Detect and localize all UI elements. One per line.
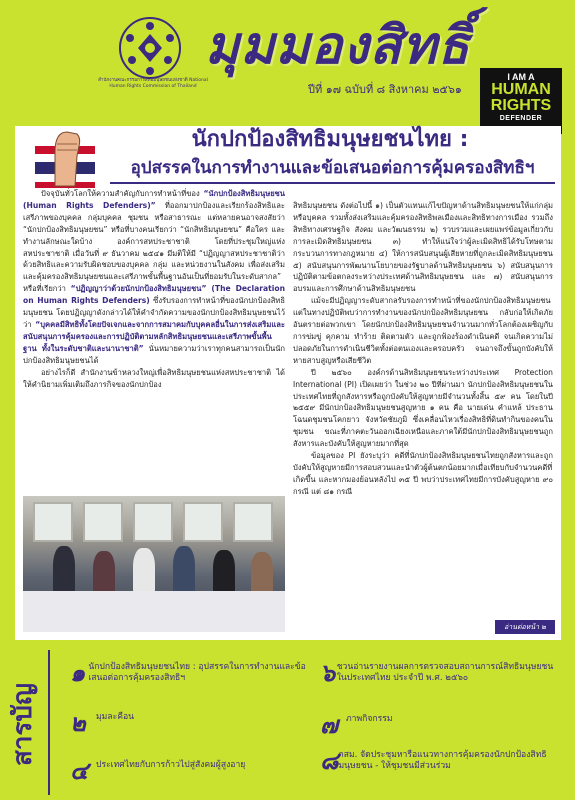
toc-page-number: ๗ xyxy=(320,710,339,739)
contents-title: สารบัญ xyxy=(8,682,38,766)
meeting-photo xyxy=(23,496,285,632)
right-paragraph: ปี ๒๕๖๐ องค์กรด้านสิทธิมนุษยชนระหว่างประเทศ Protection International (PI) เปิดเผยว่า ในช่วง ๒๐ ปีที่ผ่านมา นักปกป้องสิทธิมนุษยชนในประเทศไทยที่ถูกสังหารหรือถูกบังคับให้สูญหายมีจำนวนทั้งสิ้น ๕๙ คน โดยในปี ๒๕๕๙ มีนักปกป้องสิทธิมนุษยชนสูญหาย ๑ คน คือ นายเด่น คำแหล้ ประธานโฉนดชุมชนโคกยาว จังหวัดชัยภูมิ ซึ่งเคลื่อนไหวเรื่องสิทธิที่ดินทำกินของคนในชุมชน ขณะที่ภาคตะวันออกเฉียงเหนือและภาคใต้มีนักปกป้องสิทธิมนุษยชนถูกสังหารและบังคับให้สูญหายมากที่สุด xyxy=(293,367,553,449)
toc-page-number: ๒ xyxy=(70,708,86,737)
org-name: สำนักงานคณะกรรมการสิทธิมนุษยชนแห่งชาติ National Human Rights Commission of Thailand xyxy=(98,78,208,89)
left-paragraph xyxy=(23,367,285,391)
badge-line3: DEFENDER xyxy=(499,115,543,122)
nhrc-logo-icon xyxy=(118,16,182,80)
highlight-text: “บุคคลมีสิทธิทั้งโดยปัจเจกและจากการสมาคมกับบุคคลอื่นในการส่งเสริมและสนับสนุนการคุ้มครองและการปฏิบัติตามหลักสิทธิมนุษยชนและเสรีภาพขั้นพื้นฐาน ทั้งในระดับชาติและนานาชาติ” xyxy=(23,319,285,353)
read-more-link[interactable]: อ่านต่อหน้า ๒ xyxy=(495,620,555,634)
photo-person xyxy=(213,550,235,594)
headline-sub: อุปสรรคในการทำงานและข้อเสนอต่อการคุ้มครองสิทธิฯ xyxy=(130,158,535,178)
contents-sidebar xyxy=(0,648,45,800)
photo-table xyxy=(23,591,285,632)
magazine-title: มุมมองสิทธิ์ xyxy=(205,15,471,76)
text-run: ซึ่งรับรองการทำหน้าที่ของนักปกป้องสิทธิมนุษยชน โดยปฏิญญาดังกล่าวได้ให้คำจำกัดความของนักปกป้องสิทธิมนุษยชนไว้ว่า xyxy=(23,296,285,329)
toc-label: ภาพกิจกรรม xyxy=(346,714,393,724)
photo-window xyxy=(83,502,123,542)
toc-page-number: ๑ xyxy=(70,658,86,687)
raised-fist-thai-flag-icon xyxy=(35,126,95,188)
toc-label: กสม. จัดประชุมหารือแนวทางการคุ้มครองนักปกป้องสิทธิมนุษยชน - ให้ชุมชนมีส่วนร่วม xyxy=(338,750,547,771)
right-paragraph: สิทธิมนุษยชน ดังต่อไปนี้ ๑) เป็นตัวแทนแก้ไขปัญหาด้านสิทธิมนุษยชนให้แก่กลุ่มหรือบุคคล รวมทั้งส่งเสริมและคุ้มครองสิทธิพลเมืองและสิทธิทางการเมือง รวมถึงสิทธิทางเศรษฐกิจ สังคม และวัฒนธรรม ๒) รวบรวมและเผยแพร่ข้อมูลเกี่ยวกับการละเมิดสิทธิมนุษยชน ๓) ทำให้แน่ใจว่าผู้ละเมิดสิทธิได้รับโทษตามกระบวนการทางกฎหมาย ๔) ให้การสนับสนุนผู้เสียหายที่ถูกละเมิดสิทธิมนุษยชน ๕) สนับสนุนการพัฒนานโยบายของรัฐบาลด้านสิทธิมนุษยชน ๖) สนับสนุนการปฏิบัติตามข้อตกลงระหว่างประเทศด้านสิทธิมนุษยชน และ ๗) สนับสนุนการอบรมและการศึกษาด้านสิทธิมนุษยชน xyxy=(293,201,553,294)
toc-page-number: ๖ xyxy=(320,658,336,687)
toc-page-number: ๔ xyxy=(70,756,89,785)
article-left-column xyxy=(23,188,285,478)
right-paragraph: แม้จะมีปฏิญญาระดับสากลรับรองการทำหน้าที่ของนักปกป้องสิทธิมนุษยชน แต่ในทางปฏิบัติพบว่าการทำงานของนักปกป้องสิทธิมนุษยชน กลับก่อให้เกิดภัยอันตรายต่อพวกเขา โดยนักปกป้องสิทธิมนุษยชนจำนวนมากทั่วโลกต้องเผชิญกับการข่มขู่ คุกคาม ทำร้าย ติดตามตัว และถูกฟ้องร้องดำเนินคดี จนเกิดความไม่ปลอดภัยในการดำเนินชีวิตทั้งต่อตนเองและครอบครัว จนอาจถึงขั้นถูกบังคับให้หายสาบสูญหรือเสียชีวิต xyxy=(293,296,553,365)
toc-item[interactable] xyxy=(320,748,560,774)
toc-item[interactable] xyxy=(70,660,310,686)
toc-item[interactable] xyxy=(320,712,560,738)
photo-window xyxy=(233,502,273,542)
header xyxy=(0,0,575,130)
photo-person xyxy=(133,548,155,594)
badge-line1: I AM A xyxy=(507,72,535,82)
photo-person xyxy=(173,546,195,594)
photo-person xyxy=(53,546,75,594)
photo-window xyxy=(133,502,173,542)
toc-page-number: ๘ xyxy=(320,746,339,775)
text-run: ที่ออกมาปกป้องและเรียกร้องสิทธิและเสรีภาพของบุคคล กลุ่มบุคคล ชุมชน หรือสาธารณะ แต่หลายคนอาจสงสัยว่า “นักปกป้องสิทธิมนุษยชน” หรือที่บางคนเรียกว่า “นักสิทธิมนุษยชน” คือใคร และทำงานลักษณะใดบ้าง องค์การสหประชาชาติ โดยที่ประชุมใหญ่แห่งสหประชาชาติ เมื่อวันที่ ๙ ธันวาคม ๒๕๔๑ มีมติให้มี “ปฏิญญาสหประชาชาติว่าด้วยสิทธิและความรับผิดชอบของบุคคล กลุ่ม และหน่วยงานในสังคม เพื่อส่งเสริมและคุ้มครองสิทธิมนุษยชนและเสรีภาพขั้นพื้นฐานอันเป็นที่ยอมรับในระดับสากล” หรือที่เรียกว่า xyxy=(23,200,285,294)
highlight-text: “นักปกป้องสิทธิมนุษยชน (Human Rights Defenders)” xyxy=(23,189,285,210)
article-card xyxy=(15,126,561,640)
highlight-text: “ปฏิญญาว่าด้วยนักปกป้องสิทธิมนุษยชน” (The Declaration on Human Rights Defenders) xyxy=(23,284,285,306)
article-right-column xyxy=(293,200,553,620)
badge-line2a: HUMAN xyxy=(491,81,551,98)
human-rights-defender-badge xyxy=(480,68,562,134)
photo-window xyxy=(183,502,223,542)
headline-underline xyxy=(110,182,555,184)
toc-item[interactable] xyxy=(70,758,310,784)
photo-person xyxy=(93,551,115,595)
contents-divider xyxy=(48,650,50,795)
photo-window xyxy=(33,502,73,542)
text-run: นั่นหมายความว่าเราทุกคนสามารถเป็นนักปกป้องสิทธิมนุษยชนได้ xyxy=(23,343,285,365)
toc-item[interactable] xyxy=(320,660,560,686)
issue-info: ปีที่ ๑๗ ฉบับที่ ๘ สิงหาคม ๒๕๖๑ xyxy=(308,83,462,96)
badge-line2b: RIGHTS xyxy=(490,97,552,114)
text-run: ปัจจุบันทั่วโลกให้ความสำคัญกับการทำหน้าที่ของ xyxy=(41,189,204,198)
toc-label: นักปกป้องสิทธิมนุษยชนไทย : อุปสรรคในการทำงานและข้อเสนอต่อการคุ้มครองสิทธิฯ xyxy=(88,662,306,683)
toc-label: ประเทศไทยกับการก้าวไปสู่สังคมผู้สูงอายุ xyxy=(96,760,246,770)
toc-item[interactable] xyxy=(70,710,310,736)
headline-main: นักปกป้องสิทธิมนุษยชนไทย : xyxy=(191,127,469,152)
left-paragraph xyxy=(23,188,285,367)
right-paragraph: ข้อมูลของ PI ยังระบุว่า คดีที่นักปกป้องสิทธิมนุษยชนไทยถูกสังหารและถูกบังคับให้สูญหายมีการสอบสวนและนำตัวผู้ต้นตกน้อยมากเมื่อเทียบกับจำนวนคดีที่เกิดขึ้น และหากมองย้อนหลังไป ๓๕ ปี พบว่าประเทศไทยมีการบังคับสูญหาย ๙๐ กรณี แต่ ๘๑ กรณี xyxy=(293,451,553,496)
toc-label: มุมละคือน xyxy=(96,712,134,722)
photo-person xyxy=(251,552,273,594)
toc-label: ชวนอ่านรายงานผลการตรวจสอบสถานการณ์สิทธิมนุษยชนในประเทศไทย ประจำปี พ.ศ. ๒๕๖๐ xyxy=(336,662,554,683)
text-run: อย่างไรก็ดี สำนักงานข้าหลวงใหญ่เพื่อสิทธิมนุษยชนแห่งสหประชาชาติ ได้ให้คำนิยามเพิ่มเติมถึงภารกิจของนักปกป้อง xyxy=(23,367,285,389)
